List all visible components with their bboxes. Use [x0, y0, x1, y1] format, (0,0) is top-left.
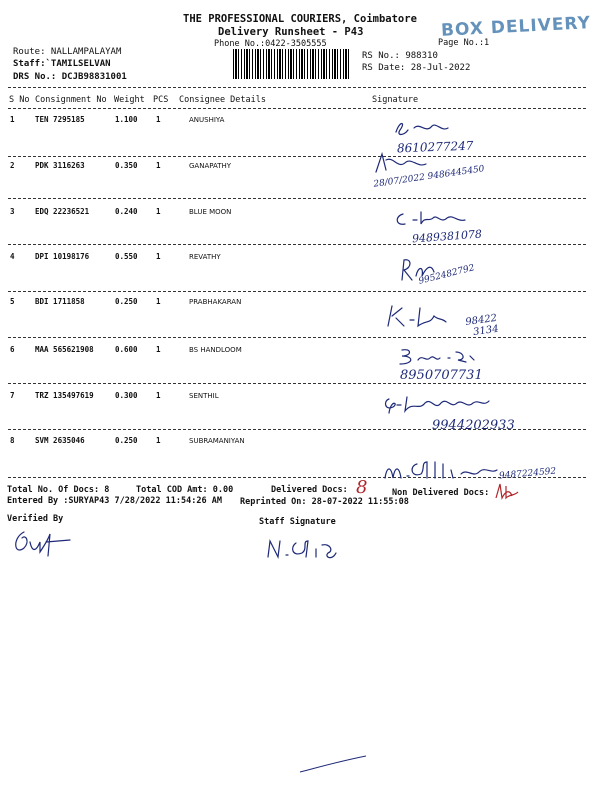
row-weight: 0.250 — [115, 436, 138, 445]
divider — [8, 108, 586, 109]
col-consignee: Consignee Details — [179, 95, 266, 105]
row-sno: 2 — [10, 161, 15, 170]
handwritten-phone: 98422 3134 — [464, 312, 500, 339]
route: Route: NALLAMPALAYAM — [13, 47, 122, 57]
row-pcs: 1 — [156, 161, 161, 170]
row-sno: 1 — [10, 115, 15, 124]
col-signature: Signature — [372, 95, 419, 105]
row-sno: 3 — [10, 207, 15, 216]
row-consignee: ANUSHIYA — [189, 116, 225, 124]
rs-date: RS Date: 28-Jul-2022 — [362, 63, 471, 73]
row-weight: 1.100 — [115, 115, 138, 124]
total-docs: Total No. Of Docs: 8 — [7, 485, 110, 495]
col-pcs: PCS — [153, 95, 169, 105]
row-consignee: GANAPATHY — [189, 162, 232, 170]
col-consignment: Consignment No — [35, 95, 107, 105]
handwritten-phone: 9489381078 — [411, 227, 483, 246]
row-sno: 7 — [10, 391, 15, 400]
non-delivered-docs-label: Non Delivered Docs: — [392, 488, 490, 498]
pen-stroke — [296, 748, 376, 778]
handwritten-phone: 9944202933 — [432, 418, 515, 433]
total-cod: Total COD Amt: 0.00 — [136, 485, 234, 495]
row-sno: 8 — [10, 436, 15, 445]
row-consignee: SUBRAMANIYAN — [189, 437, 245, 445]
row-weight: 0.600 — [115, 345, 138, 354]
row-consignee: PRABHAKARAN — [189, 298, 242, 306]
row-consignee: BS HANDLOOM — [189, 346, 242, 354]
row-consignee: REVATHY — [189, 253, 221, 261]
col-sno: S No — [9, 95, 30, 105]
divider — [8, 383, 586, 384]
staff: Staff:`TAMILSELVAN — [13, 59, 111, 69]
divider — [8, 87, 586, 88]
handwritten-phone: 28/07/2022 9486445450 — [372, 164, 486, 190]
row-consignee: BLUE MOON — [189, 208, 232, 216]
verified-signature — [10, 524, 80, 560]
row-consignee: SENTHIL — [189, 392, 219, 400]
box-delivery-stamp: BOX DELIVERY — [440, 13, 592, 41]
row-consignment: SVM 2635046 — [35, 436, 85, 445]
row-pcs: 1 — [156, 297, 161, 306]
barcode — [233, 49, 351, 79]
row-weight: 0.550 — [115, 252, 138, 261]
rs-number: RS No.: 988310 — [362, 51, 438, 61]
signature-7 — [381, 393, 493, 417]
divider — [8, 337, 586, 338]
handwritten-phone: 9487224592 — [498, 466, 557, 482]
row-weight: 0.300 — [115, 391, 138, 400]
row-pcs: 1 — [156, 436, 161, 445]
signature-4 — [398, 256, 438, 282]
divider — [8, 291, 586, 292]
row-consignment: MAA 565621908 — [35, 345, 94, 354]
row-consignment: TRZ 135497619 — [35, 391, 94, 400]
signature-1 — [392, 118, 452, 140]
phone-number: Phone No.:0422-3505555 — [214, 39, 327, 49]
red-signature — [492, 480, 522, 502]
runsheet-title: Delivery Runsheet - P43 — [218, 26, 364, 38]
row-sno: 6 — [10, 345, 15, 354]
signature-5 — [384, 300, 452, 330]
row-sno: 4 — [10, 252, 15, 261]
handwritten-phone: 9952482792 — [417, 263, 476, 287]
entered-by: Entered By :SURYAP43 7/28/2022 11:54:26 AM — [7, 496, 222, 506]
signature-2 — [372, 152, 432, 176]
row-pcs: 1 — [156, 115, 161, 124]
row-consignment: BDI 1711858 — [35, 297, 85, 306]
handwritten-phone: 8610277247 — [396, 138, 474, 156]
row-pcs: 1 — [156, 345, 161, 354]
delivered-docs-label: Delivered Docs: — [271, 485, 348, 495]
signature-3 — [393, 208, 473, 230]
signature-8 — [381, 458, 499, 482]
verified-by-label: Verified By — [7, 514, 64, 524]
row-consignment: TEN 7295185 — [35, 115, 85, 124]
staff-signature-label: Staff Signature — [259, 517, 336, 527]
row-pcs: 1 — [156, 252, 161, 261]
row-consignment: PDK 3116263 — [35, 161, 85, 170]
drs-number: DRS No.: DCJB98831001 — [13, 72, 127, 82]
delivered-docs-count: 8 — [356, 477, 368, 498]
row-pcs: 1 — [156, 207, 161, 216]
row-consignment: EDQ 22236521 — [35, 207, 90, 216]
staff-signature — [262, 535, 362, 565]
page-number: Page No.:1 — [438, 38, 490, 48]
row-weight: 0.350 — [115, 161, 138, 170]
divider — [8, 198, 586, 199]
row-pcs: 1 — [156, 391, 161, 400]
handwritten-phone: 8950707731 — [400, 368, 483, 383]
row-sno: 5 — [10, 297, 15, 306]
reprinted-on: Reprinted On: 28-07-2022 11:55:08 — [240, 497, 409, 507]
company-name: THE PROFESSIONAL COURIERS, Coimbatore — [183, 13, 417, 25]
signature-6 — [396, 346, 476, 368]
row-weight: 0.250 — [115, 297, 138, 306]
row-weight: 0.240 — [115, 207, 138, 216]
divider — [8, 244, 586, 245]
row-consignment: DPI 10198176 — [35, 252, 90, 261]
divider — [8, 156, 586, 157]
col-weight: Weight — [114, 95, 145, 105]
